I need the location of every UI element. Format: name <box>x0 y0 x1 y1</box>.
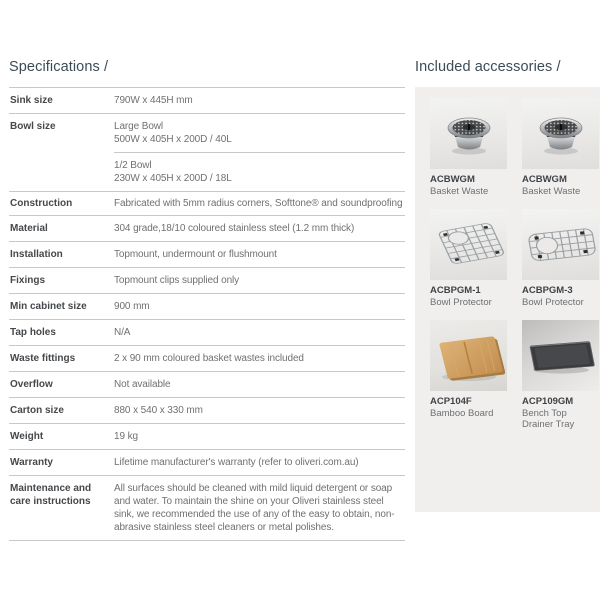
spec-value: 19 kg <box>114 431 138 442</box>
spec-label: Min cabinet size <box>10 301 87 312</box>
accessory-name: Bowl Protector <box>430 296 492 308</box>
spec-value: 304 grade,18/10 coloured stainless steel (1.2 mm thick) <box>114 223 355 234</box>
accessory-name: Bench Top Drainer Tray <box>522 407 575 430</box>
spec-row-construction <box>9 191 405 215</box>
accessory-code: ACBWGM <box>522 174 567 185</box>
included-accessories-panel <box>415 87 600 512</box>
bowl-protector-grid-icon <box>432 219 506 271</box>
spec-value: Topmount clips supplied only <box>114 275 240 286</box>
spec-row-carton-size <box>9 397 405 423</box>
spec-row-fixings <box>9 267 405 293</box>
spec-value: Fabricated with 5mm radius corners, Softtone® and soundproofing <box>114 198 403 209</box>
spec-value: Topmount, undermount or flushmount <box>114 249 277 260</box>
spec-row-waste-fittings <box>9 345 405 371</box>
accessory-tile-acbwgm-2[interactable] <box>522 98 599 197</box>
spec-row-bowl-size <box>9 113 405 191</box>
basket-waste-icon <box>439 109 499 159</box>
spec-value: Lifetime manufacturer's warranty (refer to oliveri.com.au) <box>114 457 359 468</box>
accessory-code: ACBPGM-1 <box>430 285 481 296</box>
spec-label: Overflow <box>10 379 53 390</box>
spec-label: Fixings <box>10 275 46 286</box>
bowl-protector-grid-wide-icon <box>524 222 598 268</box>
spec-label: Tap holes <box>10 327 56 338</box>
spec-value: 2 x 90 mm coloured basket wastes included <box>114 353 304 364</box>
accessory-photo <box>430 209 507 280</box>
spec-label: Waste fittings <box>10 353 76 364</box>
spec-value: Not available <box>114 379 171 390</box>
spec-row-overflow <box>9 371 405 397</box>
accessory-name: Bowl Protector <box>522 296 584 308</box>
spec-value: 790W x 445H mm <box>114 95 193 106</box>
accessory-name: Bamboo Board <box>430 407 494 419</box>
bowl-half-dims: 230W x 405H x 200D / 18L <box>114 173 232 184</box>
spec-label: Construction <box>10 198 73 209</box>
accessory-tile-acp109gm[interactable] <box>522 320 599 431</box>
accessory-name: Basket Waste <box>430 185 489 197</box>
accessory-tile-acbpgm-1[interactable] <box>430 209 507 308</box>
spec-row-min-cabinet-size <box>9 293 405 319</box>
spec-row-warranty <box>9 449 405 475</box>
spec-row-tap-holes <box>9 319 405 345</box>
spec-label: Sink size <box>10 95 53 106</box>
specifications-title: Specifications / <box>9 59 109 75</box>
bowl-half-title: 1/2 Bowl <box>114 160 152 171</box>
spec-row-material <box>9 215 405 241</box>
accessory-code: ACP104F <box>430 396 472 407</box>
spec-value: 900 mm <box>114 301 150 312</box>
accessory-photo <box>430 320 507 391</box>
accessory-code: ACP109GM <box>522 396 574 407</box>
spec-row-maintenance <box>9 475 405 541</box>
spec-label: Installation <box>10 249 63 260</box>
accessory-photo <box>430 98 507 169</box>
spec-value: N/A <box>114 327 131 338</box>
drainer-tray-icon <box>525 335 597 377</box>
spec-row-weight <box>9 423 405 449</box>
bowl-large-title: Large Bowl <box>114 121 164 132</box>
accessory-tile-acbwgm-1[interactable] <box>430 98 507 197</box>
spec-value: All surfaces should be cleaned with mild liquid detergent or soap and water. To maintain the shine on your Oliveri stainless steel sink, we recommended the use of any of the easy to obtain, non-abrasive stainless steel cleaners or metal polishes. <box>114 483 395 533</box>
accessory-tile-acp104f[interactable] <box>430 320 507 431</box>
accessory-code: ACBPGM-3 <box>522 285 573 296</box>
basket-waste-icon <box>531 109 591 159</box>
accessory-tile-acbpgm-3[interactable] <box>522 209 599 308</box>
spec-value: 880 x 540 x 330 mm <box>114 405 203 416</box>
bamboo-board-icon <box>433 329 505 383</box>
spec-row-installation <box>9 241 405 267</box>
spec-label: Weight <box>10 431 44 442</box>
accessory-photo <box>522 209 599 280</box>
specifications-table <box>9 87 405 541</box>
accessory-name: Basket Waste <box>522 185 581 197</box>
spec-label: Maintenance and care instructions <box>10 483 92 507</box>
spec-value <box>114 114 405 191</box>
spec-label: Material <box>10 223 48 234</box>
spec-label: Bowl size <box>10 121 56 132</box>
accessory-code: ACBWGM <box>430 174 475 185</box>
spec-row-sink-size <box>9 87 405 113</box>
accessory-photo <box>522 320 599 391</box>
accessories-title: Included accessories / <box>415 59 561 75</box>
bowl-size-large <box>114 114 405 152</box>
spec-label: Carton size <box>10 405 64 416</box>
bowl-size-half <box>114 152 405 191</box>
accessory-photo <box>522 98 599 169</box>
bowl-large-dims: 500W x 405H x 200D / 40L <box>114 134 232 145</box>
accessories-grid <box>415 87 600 431</box>
spec-label: Warranty <box>10 457 53 468</box>
